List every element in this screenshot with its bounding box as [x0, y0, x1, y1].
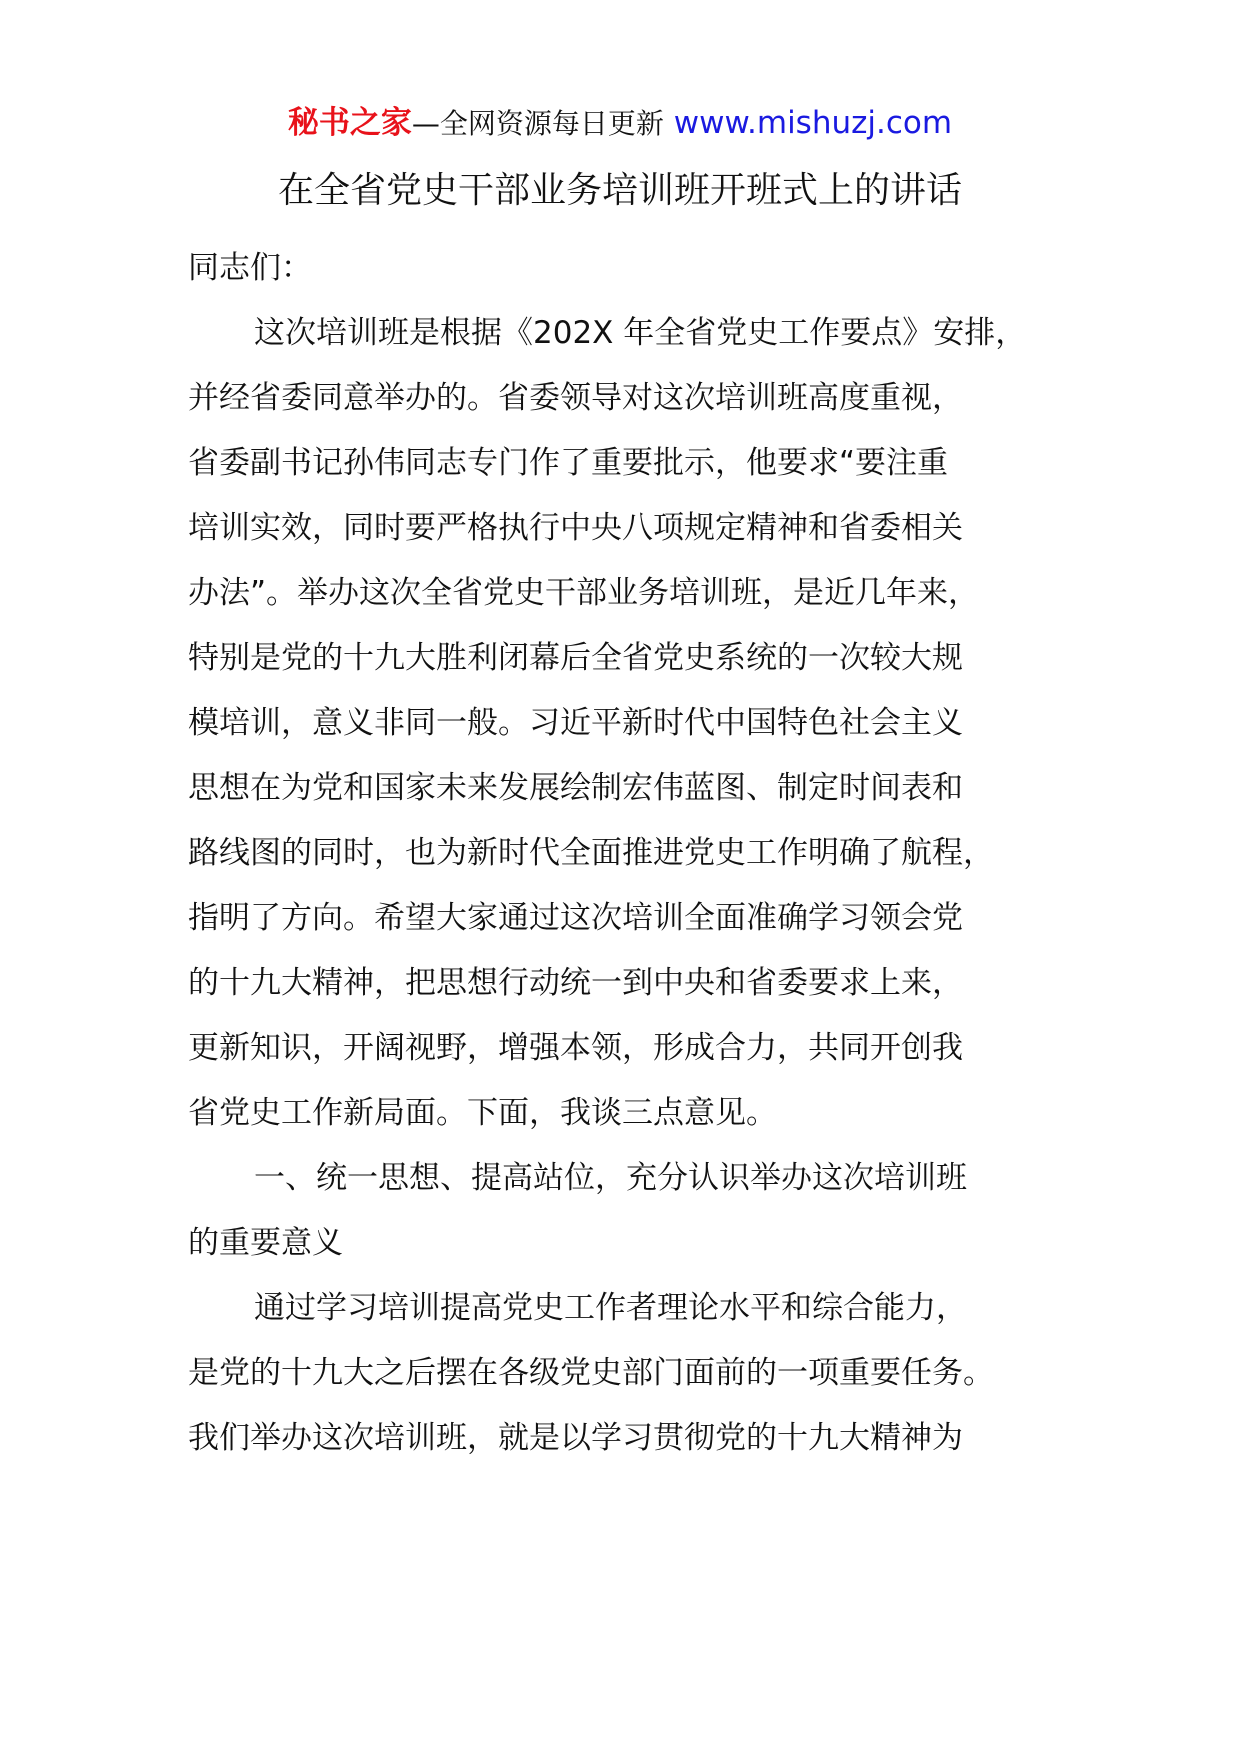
- paragraph-line: 是党的十九大之后摆在各级党史部门面前的一项重要任务。: [188, 1355, 994, 1391]
- salutation: 同志们：: [188, 250, 312, 286]
- paragraph-line: 这次培训班是根据《202X 年全省党史工作要点》安排，: [254, 315, 1027, 351]
- document-body: [188, 236, 1088, 1471]
- paragraph-line: 指明了方向。希望大家通过这次培训全面准确学习领会党: [188, 900, 963, 936]
- paragraph-line: 培训实效，同时要严格执行中央八项规定精神和省委相关: [188, 510, 963, 546]
- paragraph-line: 办法”。举办这次全省党史干部业务培训班，是近几年来，: [188, 575, 980, 611]
- paragraph-line: 思想在为党和国家未来发展绘制宏伟蓝图、制定时间表和: [188, 770, 963, 806]
- document-title: 在全省党史干部业务培训班开班式上的讲话: [277, 170, 962, 211]
- paragraph-line: 的十九大精神，把思想行动统一到中央和省委要求上来，: [188, 965, 963, 1001]
- section-heading-line: 一、统一思想、提高站位，充分认识举办这次培训班: [254, 1160, 967, 1196]
- section-heading-line: 的重要意义: [188, 1225, 343, 1261]
- header-slogan: —全网资源每日更新: [411, 107, 664, 140]
- paragraph-line: 我们举办这次培训班，就是以学习贯彻党的十九大精神为: [188, 1420, 963, 1456]
- website-link[interactable]: www.mishuzj.com: [673, 105, 953, 141]
- brand-name: 秘书之家: [287, 105, 412, 141]
- paragraph-line: 特别是党的十九大胜利闭幕后全省党史系统的一次较大规: [188, 640, 963, 676]
- paragraph-line: 更新知识，开阔视野，增强本领，形成合力，共同开创我: [188, 1030, 963, 1066]
- paragraph-line: 路线图的同时，也为新时代全面推进党史工作明确了航程，: [188, 835, 994, 871]
- paragraph-line: 省党史工作新局面。下面，我谈三点意见。: [188, 1095, 777, 1131]
- paragraph-line: 通过学习培训提高党史工作者理论水平和综合能力，: [254, 1290, 967, 1326]
- paragraph-line: 省委副书记孙伟同志专门作了重要批示，他要求“要注重: [188, 445, 949, 481]
- paragraph-line: 模培训，意义非同一般。习近平新时代中国特色社会主义: [188, 705, 963, 741]
- paragraph-line: 并经省委同意举办的。省委领导对这次培训班高度重视，: [188, 380, 963, 416]
- header-banner: [0, 103, 1240, 144]
